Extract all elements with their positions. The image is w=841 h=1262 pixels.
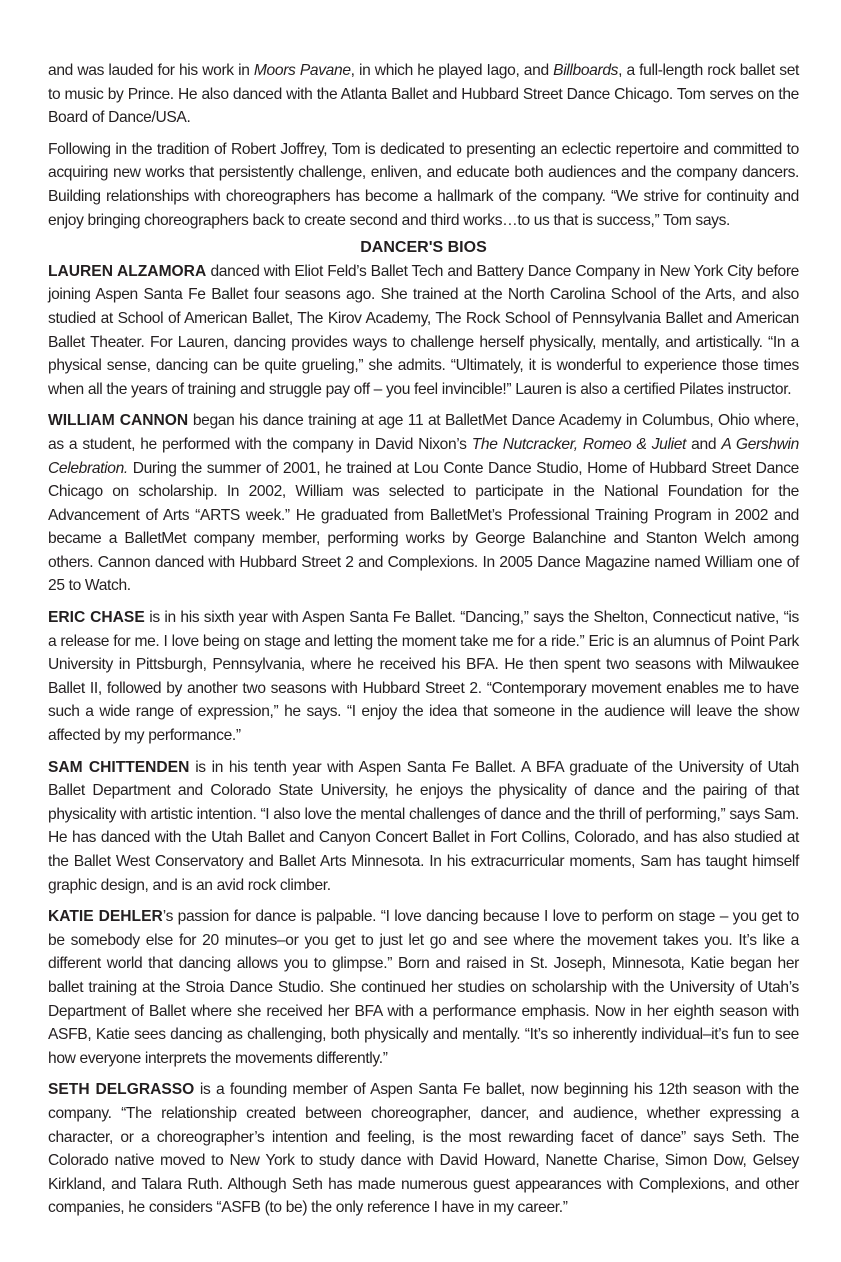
- dancer-name: ERIC CHASE: [48, 609, 145, 627]
- work-title: A Gershwin Celebration.: [48, 435, 799, 477]
- bio-text: is a founding member of Aspen Santa Fe ballet, now beginning his 12th season with the company. “The relationship created between choreographer, dancer, and audience, whether expressing a character, or a choreographer’s intention and feeling, is the most rewarding facet of dance” says Seth. The Colorado native moved to New York to study dance with David Howard, Nanette Charise, Simon Dow, Gelsey Kirkland, and Talara Ruth. Although Seth has made numerous guest appearances with Complexions, and other companies, he considers “ASFB (to be) the only reference I have in my career.”: [48, 1081, 799, 1217]
- bio-seth-delgrasso: [48, 1078, 799, 1220]
- bio-lauren-alzamora: [48, 260, 799, 402]
- bio-text: is in his tenth year with Aspen Santa Fe Ballet. A BFA graduate of the University of Utah Ballet Department and Colorado State University, he enjoys the physicality of dance and the pairing of that physicality with artistic intention. “I also love the mental challenges of dance and the thrill of performing,” says Sam. He has danced with the Utah Ballet and Canyon Concert Ballet in Fort Collins, Colorado, and has also studied at the Ballet West Conservatory and Ballet Arts Minnesota. In his extracurricular moments, Sam has taught himself graphic design, and is an avid rock climber.: [48, 758, 799, 894]
- bio-katie-dehler: [48, 905, 799, 1070]
- intro-paragraph-1: [48, 59, 799, 130]
- bio-text: began his dance training at age 11 at BalletMet Dance Academy in Columbus, Ohio where, as a student, he performed with the company in David Nixon’s: [48, 412, 799, 453]
- work-title: The Nutcracker, Romeo & Juliet: [471, 435, 687, 453]
- dancer-name: SETH DELGRASSO: [48, 1081, 195, 1099]
- dancer-name: KATIE DEHLER: [48, 908, 163, 926]
- bio-text: During the summer of 2001, he trained at Lou Conte Dance Studio, Home of Hubbard Street Dance Chicago on scholarship. In 2002, William was selected to participate in the National Foundation for the Advancement of Arts “ARTS week.” He graduated from BalletMet’s Professional Training Program in 2002 and became a BalletMet company member, performing works by George Balanchine and Stanton Welch among others. Cannon danced with Hubbard Street 2 and Complexions. In 2005 Dance Magazine named William one of 25 to Watch.: [48, 459, 799, 595]
- bio-text: is in his sixth year with Aspen Santa Fe Ballet. “Dancing,” says the Shelton, Connecticut native, “is a release for me. I love being on stage and letting the moment take me for a ride.” Eric is an alumnus of Point Park University in Pittsburgh, Pennsylvania, where he received his BFA. He then spent two seasons with Milwaukee Ballet II, followed by another two seasons with Hubbard Street 2. “Contemporary movement enables me to have such a wide range of expression,” he says. “I enjoy the idea that someone in the audience will leave the show affected by my performance.”: [48, 609, 799, 745]
- work-title: Billboards: [553, 62, 619, 79]
- bio-text: danced with Eliot Feld’s Ballet Tech and Battery Dance Company in New York City before joining Aspen Santa Fe Ballet four seasons ago. She trained at the North Carolina School of the Arts, and also studied at School of American Ballet, The Kirov Academy, The Rock School of Pennsylvania Ballet and American Ballet Theater. For Lauren, dancing provides ways to challenge herself physically, mentally, and artistically. “In a physical sense, dancing can be quite grueling,” she admits. “Ultimately, it is wonderful to experience those times when all the years of training and struggle pay off – you feel invincible!” Lauren is also a certified Pilates instructor.: [48, 262, 799, 398]
- intro-text: and was lauded for his work in: [48, 62, 254, 79]
- section-heading: DANCER'S BIOS: [360, 239, 487, 257]
- intro-text: , a full-length rock ballet set to music by Prince. He also danced with the Atlanta Ballet and Hubbard Street Dance Chicago. Tom serves on the Board of Dance/USA.: [48, 62, 799, 127]
- bio-text: and: [686, 435, 722, 453]
- document-page: [48, 59, 799, 1220]
- intro-paragraph-2: Following in the tradition of Robert Joffrey, Tom is dedicated to presenting an eclectic repertoire and committed to acquiring new works that persistently challenge, enliven, and educate both audiences and the company dancers. Building relationships with choreographers has become a hallmark of the company. “We strive for continuity and enjoy bringing choreographers back to create second and third works…to us that is success,” Tom says.: [48, 140, 799, 229]
- dancer-name: LAUREN ALZAMORA: [48, 262, 207, 280]
- intro-text: , in which he played Iago, and: [350, 62, 554, 79]
- dancer-name: WILLIAM CANNON: [48, 412, 189, 430]
- bio-william-cannon: [48, 409, 799, 598]
- bio-text: ’s passion for dance is palpable. “I love dancing because I love to perform on stage – you get to be somebody else for 20 minutes–or you get to just let go and see where the movement takes you. It’s like a different world that dancing allows you to glimpse.” Born and raised in St. Joseph, Minnesota, Katie began her ballet training at the Stroia Dance Studio. She continued her studies on scholarship with the University of Utah’s Department of Ballet where she received her BFA with a performance emphasis. Now in her eighth season with ASFB, Katie sees dancing as challenging, both physically and mentally. “It’s so inherently individual–it’s fun to see how everyone interprets the movements differently.”: [48, 908, 799, 1067]
- bio-sam-chittenden: [48, 756, 799, 898]
- bio-eric-chase: [48, 606, 799, 748]
- dancer-name: SAM CHITTENDEN: [48, 758, 190, 776]
- work-title: Moors Pavane: [253, 62, 351, 79]
